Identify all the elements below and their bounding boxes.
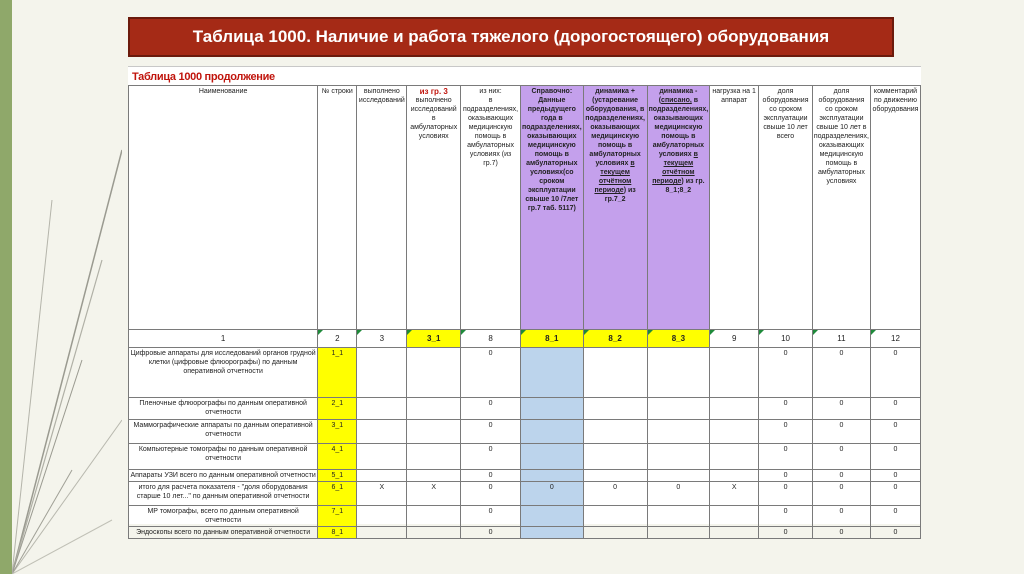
row-col8-1 <box>521 420 584 444</box>
colnum-8: 8 <box>461 330 521 348</box>
column-numbers-row <box>129 330 921 348</box>
row-col8-3: 0 <box>647 482 710 506</box>
row-code: 5_1 <box>318 470 357 482</box>
row-col10: 0 <box>759 398 813 420</box>
row-col8-3 <box>647 470 710 482</box>
hdr-share-10: доля оборудования со сроком эксплуатации свыше 10 лет всего <box>759 86 813 330</box>
dyn-minus-c: ) из гр. 8_1;8_2 <box>665 178 705 194</box>
row-code: 2_1 <box>318 398 357 420</box>
row-col8-1: 0 <box>521 482 584 506</box>
row-col8-2 <box>583 470 647 482</box>
row-from-gr3 <box>407 444 461 470</box>
row-from-gr3 <box>407 470 461 482</box>
row-col11: 0 <box>812 527 870 539</box>
row-col8: 0 <box>461 444 521 470</box>
row-done: X <box>357 482 407 506</box>
row-col8-2 <box>583 348 647 398</box>
row-name: Цифровые аппараты для исследований органов грудной клетки (цифровые флюорографы) по данным оперативной отчетности <box>129 348 318 398</box>
row-col8-1 <box>521 348 584 398</box>
row-done <box>357 348 407 398</box>
row-col8-2 <box>583 444 647 470</box>
dyn-plus-underlined: в текущем отчётном периоде <box>594 160 635 194</box>
table-row <box>129 420 921 444</box>
row-col8-2 <box>583 420 647 444</box>
hdr-of-them-title: из них: <box>479 88 502 95</box>
row-col9 <box>710 444 759 470</box>
row-col8-2 <box>583 527 647 539</box>
hdr-from-gr3 <box>407 86 461 330</box>
row-col8-1 <box>521 470 584 482</box>
row-from-gr3 <box>407 348 461 398</box>
row-col8-1 <box>521 527 584 539</box>
row-col11: 0 <box>812 420 870 444</box>
hdr-of-them-body: в подразделениях, оказывающих медицинскую помощь в амбулаторных условиях (из гр.7) <box>463 97 519 167</box>
dyn-minus-a: динамика - ( <box>658 88 698 104</box>
row-col9 <box>710 470 759 482</box>
row-col8: 0 <box>461 470 521 482</box>
row-col8: 0 <box>461 506 521 527</box>
decorative-lines <box>12 0 122 574</box>
hdr-load: нагрузка на 1 аппарат <box>710 86 759 330</box>
row-name: Маммографические аппараты по данным оперативной отчетности <box>129 420 318 444</box>
row-name: итого для расчета показателя - "доля оборудования старше 10 лет..." по данным оперативной отчетности <box>129 482 318 506</box>
row-from-gr3: X <box>407 482 461 506</box>
row-col8-1 <box>521 398 584 420</box>
row-done <box>357 527 407 539</box>
colnum-8-1: 8_1 <box>521 330 584 348</box>
table-row <box>129 482 921 506</box>
row-name: Аппараты УЗИ всего по данным оперативной отчетности <box>129 470 318 482</box>
dyn-plus-tail: ) из гр.7_2 <box>604 187 636 203</box>
row-col10: 0 <box>759 482 813 506</box>
row-col9 <box>710 348 759 398</box>
hdr-dynamics-plus <box>583 86 647 330</box>
colnum-11: 11 <box>812 330 870 348</box>
colnum-10: 10 <box>759 330 813 348</box>
row-col9: X <box>710 482 759 506</box>
row-done <box>357 470 407 482</box>
hdr-from-gr3-body: выполнено исследований в амбулаторных условиях <box>410 97 458 140</box>
table-row <box>129 444 921 470</box>
row-col11b: 0 <box>871 444 921 470</box>
colnum-8-2: 8_2 <box>583 330 647 348</box>
row-col8: 0 <box>461 527 521 539</box>
hdr-name: Наименование <box>129 86 318 330</box>
row-col10: 0 <box>759 444 813 470</box>
row-col8-3 <box>647 444 710 470</box>
table-row <box>129 506 921 527</box>
row-col11b: 0 <box>871 527 921 539</box>
row-col8-3 <box>647 348 710 398</box>
row-col8: 0 <box>461 420 521 444</box>
colnum-12: 12 <box>871 330 921 348</box>
row-from-gr3 <box>407 506 461 527</box>
row-col10: 0 <box>759 527 813 539</box>
row-col11: 0 <box>812 470 870 482</box>
row-col11: 0 <box>812 506 870 527</box>
colnum-1: 1 <box>129 330 318 348</box>
row-col8: 0 <box>461 398 521 420</box>
row-from-gr3 <box>407 527 461 539</box>
row-code: 6_1 <box>318 482 357 506</box>
colnum-3: 3 <box>357 330 407 348</box>
dyn-plus-text: динамика + (устаревание оборудования, в подразделениях, оказывающих медицинскую помощь в амбулаторных условиях <box>585 88 645 167</box>
row-name: Эндоскопы всего по данным оперативной отчетности <box>129 527 318 539</box>
row-col11b: 0 <box>871 482 921 506</box>
left-accent-band <box>0 0 12 574</box>
table-row <box>129 348 921 398</box>
row-col8-2: 0 <box>583 482 647 506</box>
row-col10: 0 <box>759 470 813 482</box>
row-col11b: 0 <box>871 348 921 398</box>
row-code: 4_1 <box>318 444 357 470</box>
colnum-8-3: 8_3 <box>647 330 710 348</box>
row-col8-3 <box>647 420 710 444</box>
row-code: 3_1 <box>318 420 357 444</box>
slide-title: Таблица 1000. Наличие и работа тяжелого (дорогостоящего) оборудования <box>128 17 894 57</box>
table-row <box>129 470 921 482</box>
colnum-3-1: 3_1 <box>407 330 461 348</box>
row-col8-3 <box>647 398 710 420</box>
row-col9 <box>710 398 759 420</box>
row-col8-1 <box>521 506 584 527</box>
row-col11b: 0 <box>871 420 921 444</box>
row-col9 <box>710 527 759 539</box>
row-name: Пленочные флюорографы по данным оперативной отчетности <box>129 398 318 420</box>
hdr-from-gr3-title: из гр. 3 <box>419 87 448 96</box>
row-col10: 0 <box>759 420 813 444</box>
row-name: МР томографы, всего по данным оперативной отчетности <box>129 506 318 527</box>
row-done <box>357 506 407 527</box>
dyn-minus-u2: в текущем отчётном периоде <box>652 151 698 185</box>
row-col11: 0 <box>812 398 870 420</box>
row-col8-3 <box>647 527 710 539</box>
row-col9 <box>710 506 759 527</box>
row-done <box>357 420 407 444</box>
row-col8-2 <box>583 398 647 420</box>
row-col10: 0 <box>759 506 813 527</box>
row-col11: 0 <box>812 444 870 470</box>
row-code: 8_1 <box>318 527 357 539</box>
row-col8: 0 <box>461 348 521 398</box>
row-col11: 0 <box>812 348 870 398</box>
data-table <box>128 85 921 539</box>
row-col8-2 <box>583 506 647 527</box>
row-code: 7_1 <box>318 506 357 527</box>
row-col8-1 <box>521 444 584 470</box>
hdr-dynamics-minus <box>647 86 710 330</box>
row-col11b: 0 <box>871 398 921 420</box>
row-from-gr3 <box>407 420 461 444</box>
table-row <box>129 527 921 539</box>
sheet-title: Таблица 1000 продолжение <box>132 71 275 83</box>
row-col8-3 <box>647 506 710 527</box>
colnum-2: 2 <box>318 330 357 348</box>
row-col11b: 0 <box>871 470 921 482</box>
hdr-row-no: № строки <box>318 86 357 330</box>
hdr-done: выполнено исследований <box>357 86 407 330</box>
row-name: Компьютерные томографы по данным оперативной отчетности <box>129 444 318 470</box>
row-col8: 0 <box>461 482 521 506</box>
row-col11: 0 <box>812 482 870 506</box>
hdr-of-them <box>461 86 521 330</box>
colnum-9: 9 <box>710 330 759 348</box>
hdr-comment: комментарий по движению оборудования <box>871 86 921 330</box>
hdr-spravochno: Справочно: Данные предыдущего года в подразделениях, оказывающих медицинскую помощь в амбулаторных условиях(со сроком эксплуатации свыше 10 /7лет гр.7 таб. 5117) <box>521 86 584 330</box>
dyn-minus-u1: списано, <box>661 97 692 104</box>
dyn-minus-b: в подразделениях, оказывающих медицинскую помощь в амбулаторных условиях <box>648 97 709 158</box>
row-done <box>357 444 407 470</box>
row-col9 <box>710 420 759 444</box>
table-row <box>129 398 921 420</box>
row-done <box>357 398 407 420</box>
row-col10: 0 <box>759 348 813 398</box>
row-code: 1_1 <box>318 348 357 398</box>
hdr-share-10-amb: доля оборудования со сроком эксплуатации свыше 10 лет в подразделениях, оказывающих медицинскую помощь в амбулаторных условиях <box>812 86 870 330</box>
row-from-gr3 <box>407 398 461 420</box>
header-row <box>129 86 921 330</box>
row-col11b: 0 <box>871 506 921 527</box>
spreadsheet <box>128 66 921 536</box>
